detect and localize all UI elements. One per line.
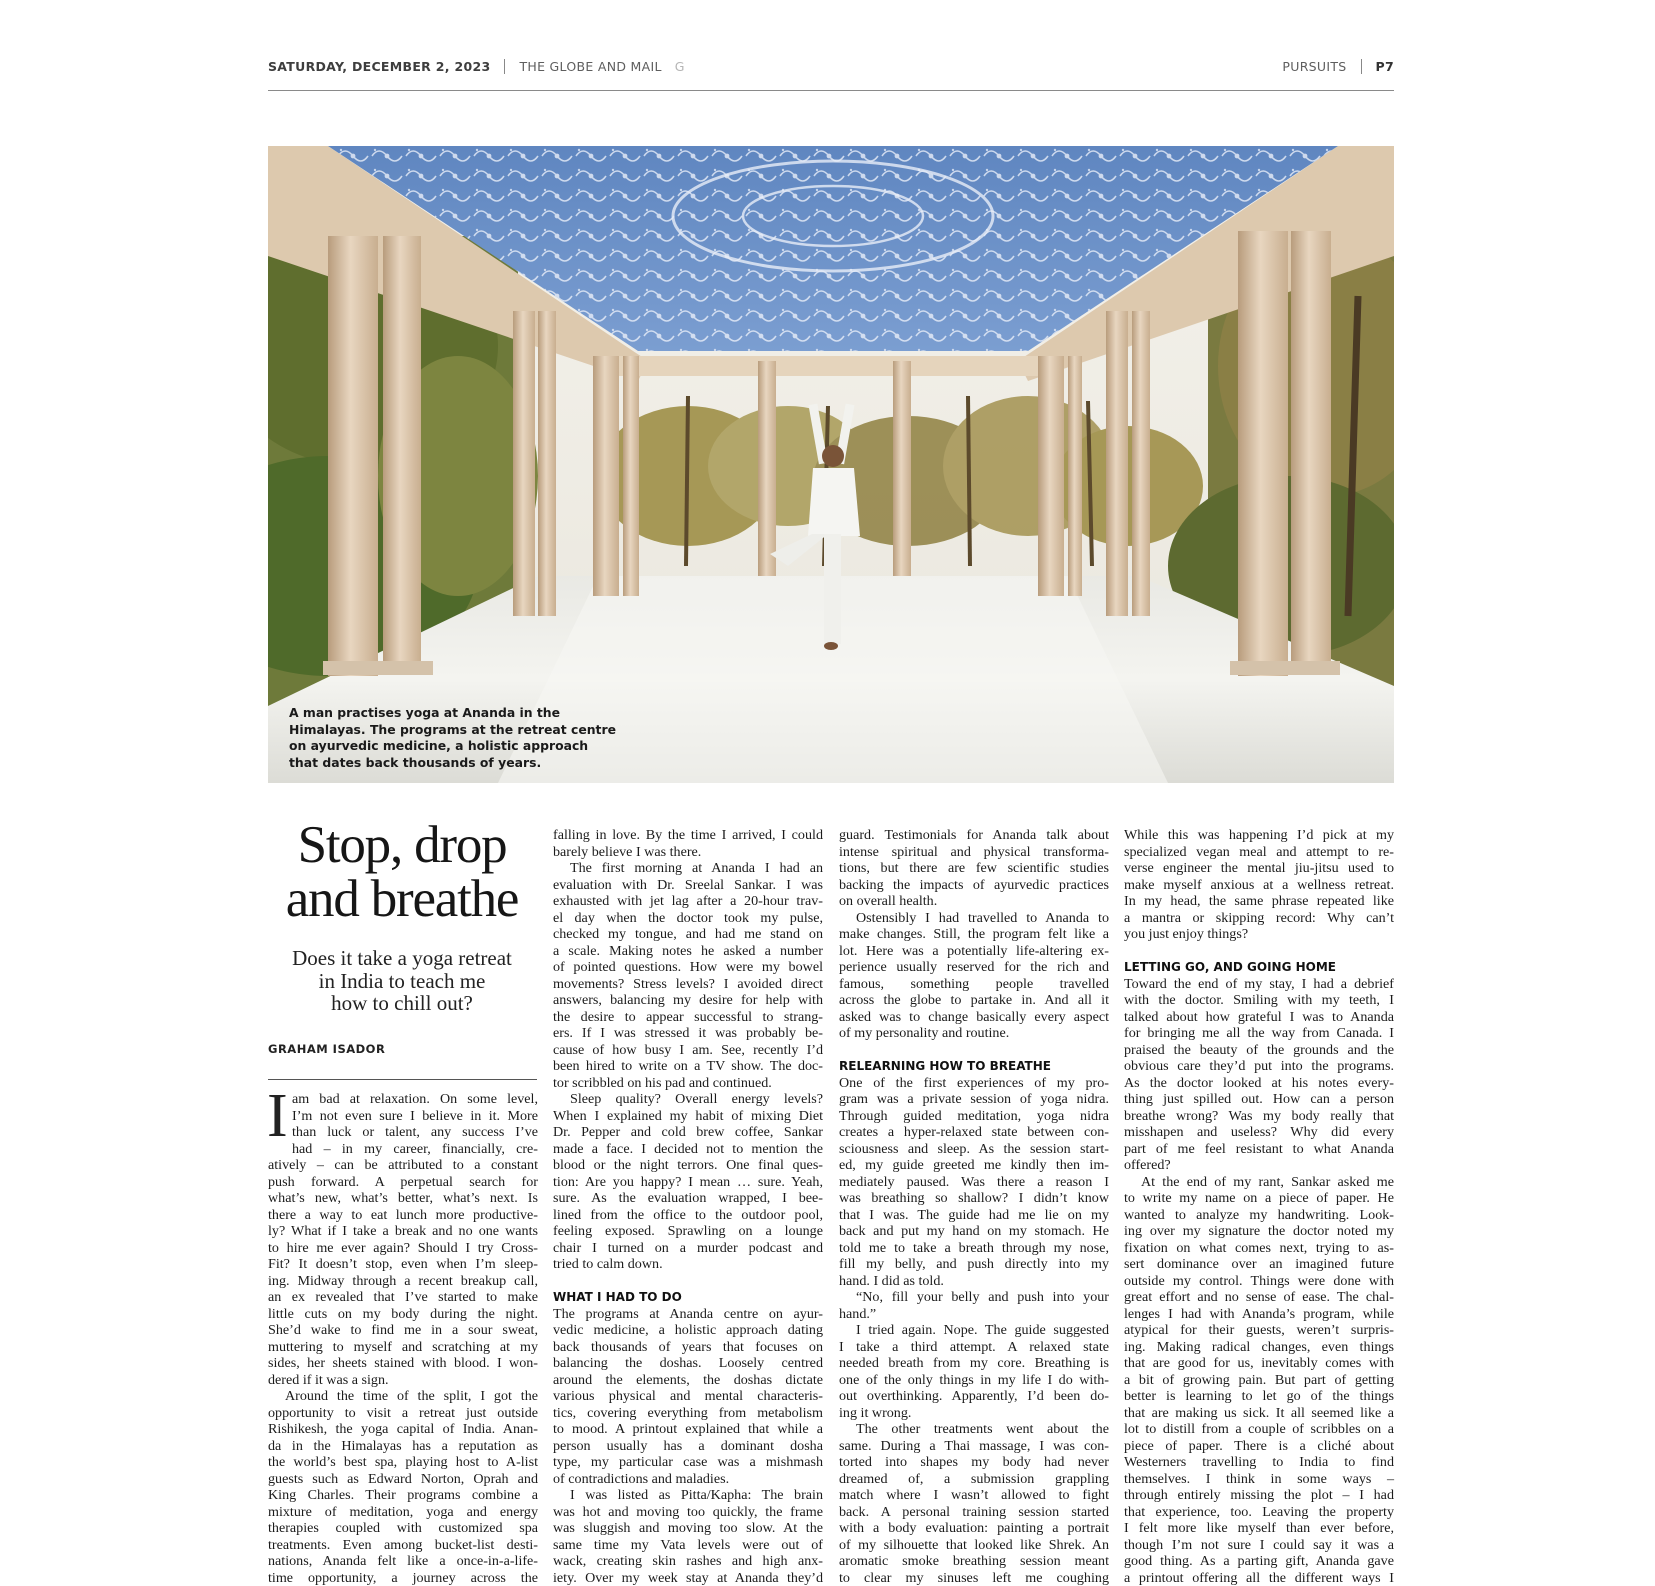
body-text-line: mixture of meditation, yoga and energy	[268, 1504, 538, 1521]
body-text-line: cause of how busy I am. See, recently I’d	[553, 1042, 823, 1059]
body-text-line: movements? Stress levels? I avoided direct	[553, 976, 823, 993]
body-text-line: checked my tongue, and had me stand on	[553, 926, 823, 943]
header-divider	[1361, 59, 1362, 74]
article-column-4	[1124, 827, 1394, 1586]
section-subhead: WHAT I HAD TO DO	[553, 1289, 823, 1306]
body-text-line: wack, creating skin rashes and high anx-	[553, 1553, 823, 1570]
body-text-line: tics, covering everything from metabolism	[553, 1405, 823, 1422]
deck-line: how to chill out?	[268, 992, 536, 1015]
body-text-line: misshapen and useless? Why did every	[1124, 1124, 1394, 1141]
paragraph-gap	[553, 1273, 823, 1290]
body-text-line: sert dominance over an imagined future	[1124, 1256, 1394, 1273]
article-column-1	[268, 1091, 538, 1586]
body-text-line: was hot and moving too quickly, the frame	[553, 1504, 823, 1521]
body-text-line: Rishikesh, the yoga capital of India. Anan-	[268, 1421, 538, 1438]
body-text-line: fixation on what comes next, trying to as-	[1124, 1240, 1394, 1257]
body-text-line: verse engineer the mental jiu-jitsu used to	[1124, 860, 1394, 877]
body-text-line: Through guided meditation, yoga nidra	[839, 1108, 1109, 1125]
body-text-line: am bad at relaxation. On some level,	[292, 1091, 538, 1108]
body-text-line: same time my Vata levels were out of	[553, 1537, 823, 1554]
photo-caption	[289, 705, 589, 771]
body-text-line: The other treatments went about the	[839, 1421, 1109, 1438]
body-text-line: perience usually reserved for the rich and	[839, 959, 1109, 976]
body-text-line: I tried again. Nope. The guide suggested	[839, 1322, 1109, 1339]
body-text-line: ers. If I was stressed it was probably be-	[553, 1025, 823, 1042]
body-text-line: part of me feel resistant to what Ananda	[1124, 1141, 1394, 1158]
caption-line: Himalayas. The programs at the retreat centre	[289, 722, 589, 739]
body-text-line: At the end of my rant, Sankar asked me	[1124, 1174, 1394, 1191]
title-line: and breathe	[268, 872, 536, 926]
body-text-line: lined from the office to the outdoor pool,	[553, 1207, 823, 1224]
body-text-line: that are making us sick. It all seemed like a	[1124, 1405, 1394, 1422]
body-text-line: lot. Here was a potentially life-altering ex-	[839, 943, 1109, 960]
body-text-line: praised the beauty of the grounds and the	[1124, 1042, 1394, 1059]
body-text-line: As the doctor looked at his notes every-	[1124, 1075, 1394, 1092]
header-right	[1282, 59, 1394, 74]
body-text-line: time opportunity, a journey across the	[268, 1570, 538, 1586]
section-subhead: RELEARNING HOW TO BREATHE	[839, 1058, 1109, 1075]
body-text-line: lenges I had with Ananda’s program, while	[1124, 1306, 1394, 1323]
header-left	[268, 59, 685, 74]
body-text-line: a scale. Making notes he asked a number	[553, 943, 823, 960]
body-text-line: In my head, the same phrase repeated like	[1124, 893, 1394, 910]
body-text-line: make myself anxious at a wellness retreat.	[1124, 877, 1394, 894]
body-text-line: therapies coupled with customized spa	[268, 1520, 538, 1537]
body-text-line: I take a third attempt. A relaxed state	[839, 1339, 1109, 1356]
header-date: SATURDAY, DECEMBER 2, 2023	[268, 59, 490, 74]
body-text-line: good thing. As a parting gift, Ananda gave	[1124, 1553, 1394, 1570]
body-text-line: a mantra or skipping record: Why can’t	[1124, 910, 1394, 927]
body-text-line: to clear my sinuses left me coughing	[839, 1570, 1109, 1586]
body-text-line: of contradictions and maladies.	[553, 1471, 823, 1488]
body-text-line: feeling exposed. Sprawling on a lounge	[553, 1223, 823, 1240]
body-text-line: for bringing me all the way from Canada. I	[1124, 1025, 1394, 1042]
body-text-line: made a face. I decided not to mention the	[553, 1141, 823, 1158]
body-text-line: The first morning at Ananda I had an	[553, 860, 823, 877]
body-text-line: I was listed as Pitta/Kapha: The brain	[553, 1487, 823, 1504]
caption-line: A man practises yoga at Ananda in the	[289, 705, 589, 722]
body-text-line: been hired to write on a TV show. The doc-	[553, 1058, 823, 1075]
drop-cap: I	[267, 1090, 288, 1142]
article-column-2	[553, 827, 823, 1586]
body-text-line: Toward the end of my stay, I had a debrief	[1124, 976, 1394, 993]
body-text-line: torted into shapes my body had never	[839, 1454, 1109, 1471]
body-text-line: was sluggish and moving too slow. At the	[553, 1520, 823, 1537]
body-text-line: Fit? It doesn’t stop, even when I’m sleep-	[268, 1256, 538, 1273]
header-divider	[504, 59, 505, 74]
header-newspaper-name: THE GLOBE AND MAIL	[519, 59, 661, 74]
body-text-line: atypical for their guests, weren’t surpris-	[1124, 1322, 1394, 1339]
article-title	[268, 818, 536, 926]
body-text-line: outside my control. Things were done with	[1124, 1273, 1394, 1290]
body-text-line: el day when the doctor took my pulse,	[553, 910, 823, 927]
body-text-line: to write my name on a piece of paper. He	[1124, 1190, 1394, 1207]
body-text-line: out overthinking. Apparently, I’d been do-	[839, 1388, 1109, 1405]
body-text-line: themselves. I think in some ways –	[1124, 1471, 1394, 1488]
body-text-line: dreamed of, a submission grappling	[839, 1471, 1109, 1488]
body-text-line: sure. As the evaluation wrapped, I bee-	[553, 1190, 823, 1207]
body-text-line: though I’m not sure I could say it was a	[1124, 1537, 1394, 1554]
body-text-line: nations, Ananda felt like a once-in-a-life-	[268, 1553, 538, 1570]
deck-line: Does it take a yoga retreat	[268, 947, 536, 970]
body-text-line: thing just spilled out. How can a person	[1124, 1091, 1394, 1108]
body-text-line: da in the Himalayas has a reputation as	[268, 1438, 538, 1455]
body-text-line: balancing the doshas. Loosely centred	[553, 1355, 823, 1372]
body-text-line: sciousness and sleep. As the session start-	[839, 1141, 1109, 1158]
body-text-line: lot to distill from a couple of scribbles on a	[1124, 1421, 1394, 1438]
body-text-line: to mood. A printout explained that while a	[553, 1421, 823, 1438]
paragraph-gap	[839, 1042, 1109, 1059]
body-text-line: to hire me ever again? Should I try Cross-	[268, 1240, 538, 1257]
body-text-line: same. During a Thai massage, I was con-	[839, 1438, 1109, 1455]
body-text-line: King Charles. Their programs combine a	[268, 1487, 538, 1504]
article-deck	[268, 947, 536, 1015]
paragraph-gap	[1124, 943, 1394, 960]
body-text-line: tion: Are you happy? I mean … sure. Yeah,	[553, 1174, 823, 1191]
body-text-line: back and put my hand on my stomach. He	[839, 1223, 1109, 1240]
body-text-line: One of the first experiences of my pro-	[839, 1075, 1109, 1092]
body-text-line: on overall health.	[839, 893, 1109, 910]
body-text-line: gram was a private session of yoga nidra.	[839, 1091, 1109, 1108]
body-text-line: opportunity to visit a retreat just outside	[268, 1405, 538, 1422]
body-text-line: than luck or talent, any success I’ve	[292, 1124, 538, 1141]
body-text-line: falling in love. By the time I arrived, I could	[553, 827, 823, 844]
byline-divider	[268, 1079, 537, 1080]
body-text-line: Westerners travelling to India to find	[1124, 1454, 1394, 1471]
body-text-line: Dr. Pepper and cold brew coffee, Sankar	[553, 1124, 823, 1141]
body-text-line: fill my belly, and push directly into my	[839, 1256, 1109, 1273]
body-text-line: ed, my guide greeted me kindly then im-	[839, 1157, 1109, 1174]
body-text-line: specialized vegan meal and attempt to re-	[1124, 844, 1394, 861]
body-text-line: the world’s best spa, playing host to A-list	[268, 1454, 538, 1471]
caption-line: that dates back thousands of years.	[289, 755, 589, 772]
body-text-line: ing it wrong.	[839, 1405, 1109, 1422]
body-text-line: treatments. Even among bucket-list desti-	[268, 1537, 538, 1554]
header-section: PURSUITS	[1282, 59, 1346, 74]
body-text-line: needed breath from my core. Breathing is	[839, 1355, 1109, 1372]
body-text-line: I felt more like myself than ever before,	[1124, 1520, 1394, 1537]
body-text-line: back. A personal training session started	[839, 1504, 1109, 1521]
body-text-line: I’m not even sure I believe in it. More	[292, 1108, 538, 1125]
body-text-line: hand. I did as told.	[839, 1273, 1109, 1290]
body-text-line: the desire to appear successful to strang-	[553, 1009, 823, 1026]
body-text-line: there a way to eat lunch more productive-	[268, 1207, 538, 1224]
page-header	[268, 56, 1394, 91]
body-text-line: evaluation with Dr. Sreelal Sankar. I was	[553, 877, 823, 894]
article-column-3	[839, 827, 1109, 1586]
body-text-line: back thousands of years that focuses on	[553, 1339, 823, 1356]
body-text-line: with a body evaluation: painting a portrait	[839, 1520, 1109, 1537]
body-text-line: tried to calm down.	[553, 1256, 823, 1273]
body-text-line: of my silhouette that looked like Shrek. An	[839, 1537, 1109, 1554]
body-text-line: blood or the night terrors. One final ques-	[553, 1157, 823, 1174]
body-text-line: with the doctor. Smiling with my teeth, I	[1124, 992, 1394, 1009]
body-text-line: was breathing so shallow? I didn’t know	[839, 1190, 1109, 1207]
body-text-line: little cuts on my body during the night.	[268, 1306, 538, 1323]
body-text-line: “No, fill your belly and push into your	[839, 1289, 1109, 1306]
body-text-line: vedic medicine, a holistic approach dating	[553, 1322, 823, 1339]
body-text-line: that I was. The guide had me lie on my	[839, 1207, 1109, 1224]
body-text-line: told me to take a breath through my nose,	[839, 1240, 1109, 1257]
body-text-line: obvious care they’d put into the programs.	[1124, 1058, 1394, 1075]
body-text-line: answers, balancing my desire for help with	[553, 992, 823, 1009]
body-text-line: sides, her sheets stained with blood. I won-	[268, 1355, 538, 1372]
body-text-line: ing. Midway through a recent breakup call,	[268, 1273, 538, 1290]
body-text-line: that are good for us, inevitably comes with	[1124, 1355, 1394, 1372]
body-text-line: through entirely missing the plot – I had	[1124, 1487, 1394, 1504]
body-text-line: backing the impacts of ayurvedic practices	[839, 877, 1109, 894]
body-text-line: famous, something people travelled	[839, 976, 1109, 993]
body-text-line: aromatic smoke breathing session meant	[839, 1553, 1109, 1570]
body-text-line: better is learning to let go of the things	[1124, 1388, 1394, 1405]
body-text-line: match where I wasn’t allowed to fight	[839, 1487, 1109, 1504]
body-text-line: tor scribbled on his pad and continued.	[553, 1075, 823, 1092]
body-text-line: mediately paused. Was there a reason I	[839, 1174, 1109, 1191]
body-text-line: barely believe I was there.	[553, 844, 823, 861]
body-text-line: you just enjoy things?	[1124, 926, 1394, 943]
body-text-line: While this was happening I’d pick at my	[1124, 827, 1394, 844]
body-text-line: guests such as Edward Norton, Oprah and	[268, 1471, 538, 1488]
header-page-number: P7	[1376, 59, 1394, 74]
body-text-line: The programs at Ananda centre on ayur-	[553, 1306, 823, 1323]
body-text-line: that experience, too. Leaving the property	[1124, 1504, 1394, 1521]
body-text-line: of pointed questions. How were my bowel	[553, 959, 823, 976]
body-text-line: exhausted with jet lag after a 20-hour trav-	[553, 893, 823, 910]
header-paper-mark: G	[675, 59, 685, 74]
body-text-line: She’d wake to find me in a sour sweat,	[268, 1322, 538, 1339]
body-text-line: various physical and mental characteris-	[553, 1388, 823, 1405]
body-text-line: breathe wrong? Was my body really that	[1124, 1108, 1394, 1125]
body-text-line: iety. Over my week stay at Ananda they’d	[553, 1570, 823, 1586]
body-text-line: ly? What if I take a break and no one wants	[268, 1223, 538, 1240]
body-text-line: a bit of growing pain. But part of getting	[1124, 1372, 1394, 1389]
body-text-line: atively – can be attributed to a constant	[268, 1157, 538, 1174]
body-text-line: great effort and no sense of ease. The chal-	[1124, 1289, 1394, 1306]
body-text-line: guard. Testimonials for Ananda talk about	[839, 827, 1109, 844]
body-text-line: Around the time of the split, I got the	[268, 1388, 538, 1405]
body-text-line: one of the only things in my life I do with-	[839, 1372, 1109, 1389]
body-text-line: When I explained my habit of mixing Diet	[553, 1108, 823, 1125]
title-line: Stop, drop	[268, 818, 536, 872]
body-text-line: type, my particular case was a mishmash	[553, 1454, 823, 1471]
body-text-line: muttering to myself and scratching at my	[268, 1339, 538, 1356]
body-text-line: ing. Making radical changes, even things	[1124, 1339, 1394, 1356]
article-byline: GRAHAM ISADOR	[268, 1042, 385, 1056]
body-text-line: wanted to analyze my handwriting. Look-	[1124, 1207, 1394, 1224]
section-subhead: LETTING GO, AND GOING HOME	[1124, 959, 1394, 976]
body-text-line: Sleep quality? Overall energy levels?	[553, 1091, 823, 1108]
body-text-line: person usually has a dominant dosha	[553, 1438, 823, 1455]
body-text-line: a printout offering all the different ways I	[1124, 1570, 1394, 1586]
body-text-line: chair I turned on a murder podcast and	[553, 1240, 823, 1257]
body-text-line: Ostensibly I had travelled to Ananda to	[839, 910, 1109, 927]
body-text-line: what’s new, what’s better, what’s next. Is	[268, 1190, 538, 1207]
body-text-line: intense spiritual and physical transforma-	[839, 844, 1109, 861]
caption-line: on ayurvedic medicine, a holistic approach	[289, 738, 589, 755]
body-text-line: of my personality and routine.	[839, 1025, 1109, 1042]
body-text-line: hand.”	[839, 1306, 1109, 1323]
body-text-line: had – in my career, financially, cre-	[292, 1141, 538, 1158]
body-text-line: offered?	[1124, 1157, 1394, 1174]
body-text-line: creates a hyper-relaxed state between con-	[839, 1124, 1109, 1141]
deck-line: in India to teach me	[268, 970, 536, 993]
body-text-line: talked about how grateful I was to Ananda	[1124, 1009, 1394, 1026]
photo-illustration	[268, 146, 1394, 783]
body-text-line: asked was to change basically every aspect	[839, 1009, 1109, 1026]
yoga-pavilion-photo	[268, 146, 1394, 783]
body-text-line: make changes. Still, the program felt like a	[839, 926, 1109, 943]
body-text-line: dered if it was a sign.	[268, 1372, 538, 1389]
body-text-line: push forward. A perpetual search for	[268, 1174, 538, 1191]
body-text-line: ing over my signature the doctor noted my	[1124, 1223, 1394, 1240]
body-text-line: tions, but there are few scientific studies	[839, 860, 1109, 877]
body-text-line: across the globe to partake in. And all it	[839, 992, 1109, 1009]
body-text-line: around the elements, the doshas dictate	[553, 1372, 823, 1389]
body-text-line: piece of paper. There is a cliché about	[1124, 1438, 1394, 1455]
body-text-line: an ex revealed that I’ve started to make	[268, 1289, 538, 1306]
